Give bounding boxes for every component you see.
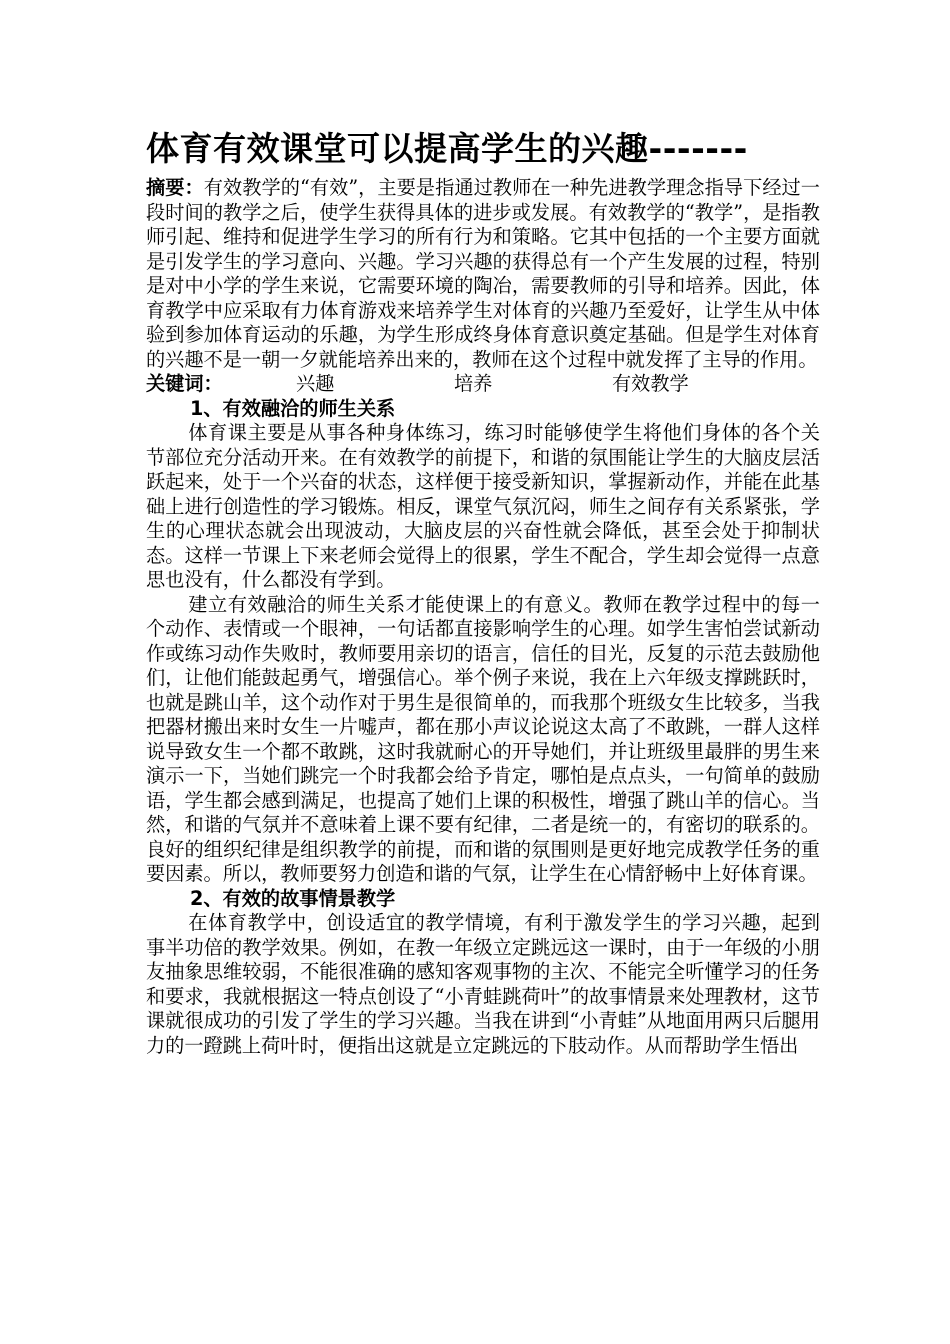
body-paragraph: 建立有效融洽的师生关系才能使课上的有意义。教师在教学过程中的每一个动作、表情或一个眼神，一句话都直接影响学生的心理。如学生害怕尝试新动作或练习动作失败时，教师要用亲切的语言，信任的目光，反复的示范去鼓励他们，让他们能鼓起勇气，增强信心。举个例子来说，我在上六年级支撑跳跃时，也就是跳山羊，这个动作对于男生是很简单的，而我那个班级女生比较多，当我把器材搬出来时女生一片嘘声，都在那小声议论说这太高了不敢跳，一群人这样说导致女生一个都不敢跳，这时我就耐心的开导她们，并让班级里最胖的男生来演示一下，当她们跳完一个时我都会给予肯定，哪怕是点点头，一句简单的鼓励语，学生都会感到满足，也提高了她们上课的积极性，增强了跳山羊的信心。当然，和谐的气氛并不意味着上课不要有纪律，二者是统一的，有密切的联系的。良好的组织纪律是组织教学的前提，而和谐的氛围则是更好地完成教学任务的重要因素。所以，教师要努力创造和谐的气氛，让学生在心情舒畅中上好体育课。 <box>146 592 820 885</box>
section-heading: 1、有效融洽的师生关系 <box>190 396 396 420</box>
keyword-item: 有效教学 <box>612 372 689 395</box>
keywords-row <box>146 372 820 397</box>
document-page <box>146 122 820 1058</box>
abstract-text: 有效教学的“有效”，主要是指通过教师在一种先进教学理念指导下经过一段时间的教学之后，使学生获得具体的进步或发展。有效教学的“教学”，是指教师引起、维持和促进学生学习的所有行为和策略。它其中包括的一个主要方面就是引发学生的学习意向、兴趣。学习兴趣的获得总有一个产生发展的过程，特别是对中小学的学生来说，它需要环境的陶冶，需要教师的引导和培养。因此，体育教学中应采取有力体育游戏来培养学生对体育的兴趣乃至爱好，让学生从中体验到参加体育运动的乐趣，为学生形成终身体育意识奠定基础。但是学生对体育的兴趣不是一朝一夕就能培养出来的，教师在这个过程中就发挥了主导的作用。 <box>146 176 820 371</box>
body-paragraph: 在体育教学中，创设适宜的教学情境，有利于激发学生的学习兴趣，起到事半功倍的教学效果。例如，在教一年级立定跳远这一课时，由于一年级的小朋友抽象思维较弱，不能很准确的感知客观事物的主次、不能完全听懂学习的任务和要求，我就根据这一特点创设了“小青蛙跳荷叶”的故事情景来处理教材，这节课就很成功的引发了学生的学习兴趣。当我在讲到“小青蛙”从地面用两只后腿用力的一蹬跳上荷叶时，便指出这就是立定跳远的下肢动作。从而帮助学生悟出 <box>146 911 820 1057</box>
document-title: 体育有效课堂可以提高学生的兴趣------- <box>146 129 748 168</box>
body-paragraph: 体育课主要是从事各种身体练习，练习时能够使学生将他们身体的各个关节部位充分活动开来。在有效教学的前提下，和谐的氛围能让学生的大脑皮层活跃起来，处于一个兴奋的状态，这样便于接受新知识，掌握新动作，并能在此基础上进行创造性的学习锻炼。相反，课堂气氛沉闷，师生之间存有关系紧张，学生的心理状态就会出现波动，大脑皮层的兴奋性就会降低，甚至会处于抑制状态。这样一节课上下来老师会觉得上的很累，学生不配合，学生却会觉得一点意思也没有，什么都没有学到。 <box>146 421 820 591</box>
abstract-paragraph <box>146 176 820 372</box>
section-heading: 2、有效的故事情景教学 <box>190 886 396 910</box>
keywords-label: 关键词： <box>146 372 223 395</box>
abstract-label: 摘要： <box>146 176 204 199</box>
keyword-item: 兴趣 <box>296 372 335 395</box>
keyword-item: 培养 <box>454 372 493 395</box>
